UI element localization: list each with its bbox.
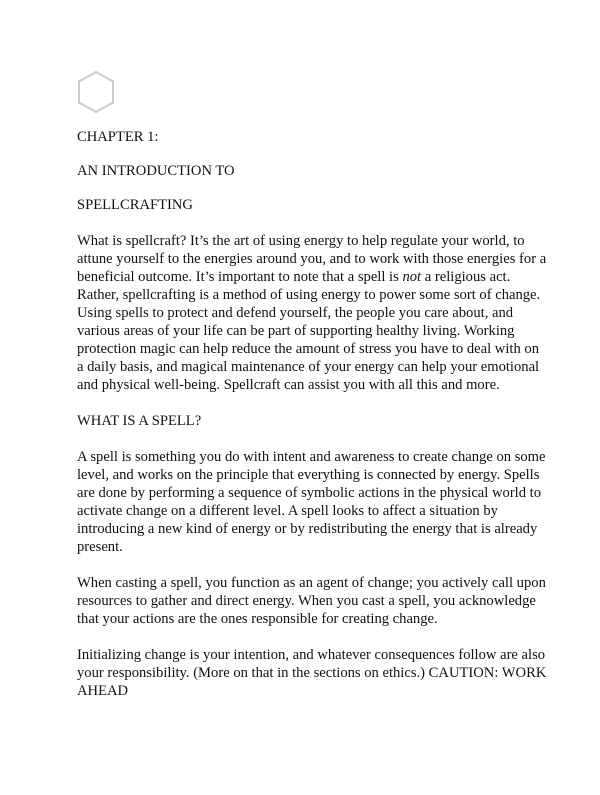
chapter-title-line-1: AN INTRODUCTION TO (77, 163, 235, 179)
section-heading: WHAT IS A SPELL? (77, 413, 202, 429)
chapter-label: CHAPTER 1: (77, 129, 159, 145)
chapter-title-line-2: SPELLCRAFTING (77, 197, 193, 213)
hexagon-ornament-icon (76, 70, 116, 114)
intro-emphasis: not (402, 269, 422, 285)
intro-text-part-2: a religious act. Rather, spellcrafting is a method of using energy to power some sort of change. Using spells to protect and defend yourself, the people you care about, and various areas of your life can be part of supporting healthy living. Working protection magic can help reduce the amount of stress you have to deal with on a daily basis, and magical maintenance of your energy can help your emotional and physical well-being. Spellcraft can assist you with all this and more. (77, 269, 541, 393)
section-paragraph: A spell is something you do with intent and awareness to create change on some level, and works on the principle that everything is connected by energy. Spells are done by performing a sequence of symbolic actions in the physical world to activate change on a different level. A spell looks to affect a situation by introducing a new kind of energy or by redistributing the energy that is already present. (77, 449, 546, 555)
intro-paragraph (77, 232, 547, 394)
section-paragraph: When casting a spell, you function as an agent of change; you actively call upon resources to gather and direct energy. When you cast a spell, you acknowledge that your actions are the ones responsible for creating change. (77, 575, 546, 627)
section-paragraph: Initializing change is your intention, and whatever consequences follow are also your responsibility. (More on that in the sections on ethics.) CAUTION: WORK AHEAD (77, 647, 547, 699)
intro-text-part-1: What is spellcraft? It’s the art of using energy to help regulate your world, to attune yourself to the energies around you, and to work with those energies for a beneficial outcome. It’s important to note that a spell is (77, 233, 547, 285)
document-body (77, 128, 547, 718)
